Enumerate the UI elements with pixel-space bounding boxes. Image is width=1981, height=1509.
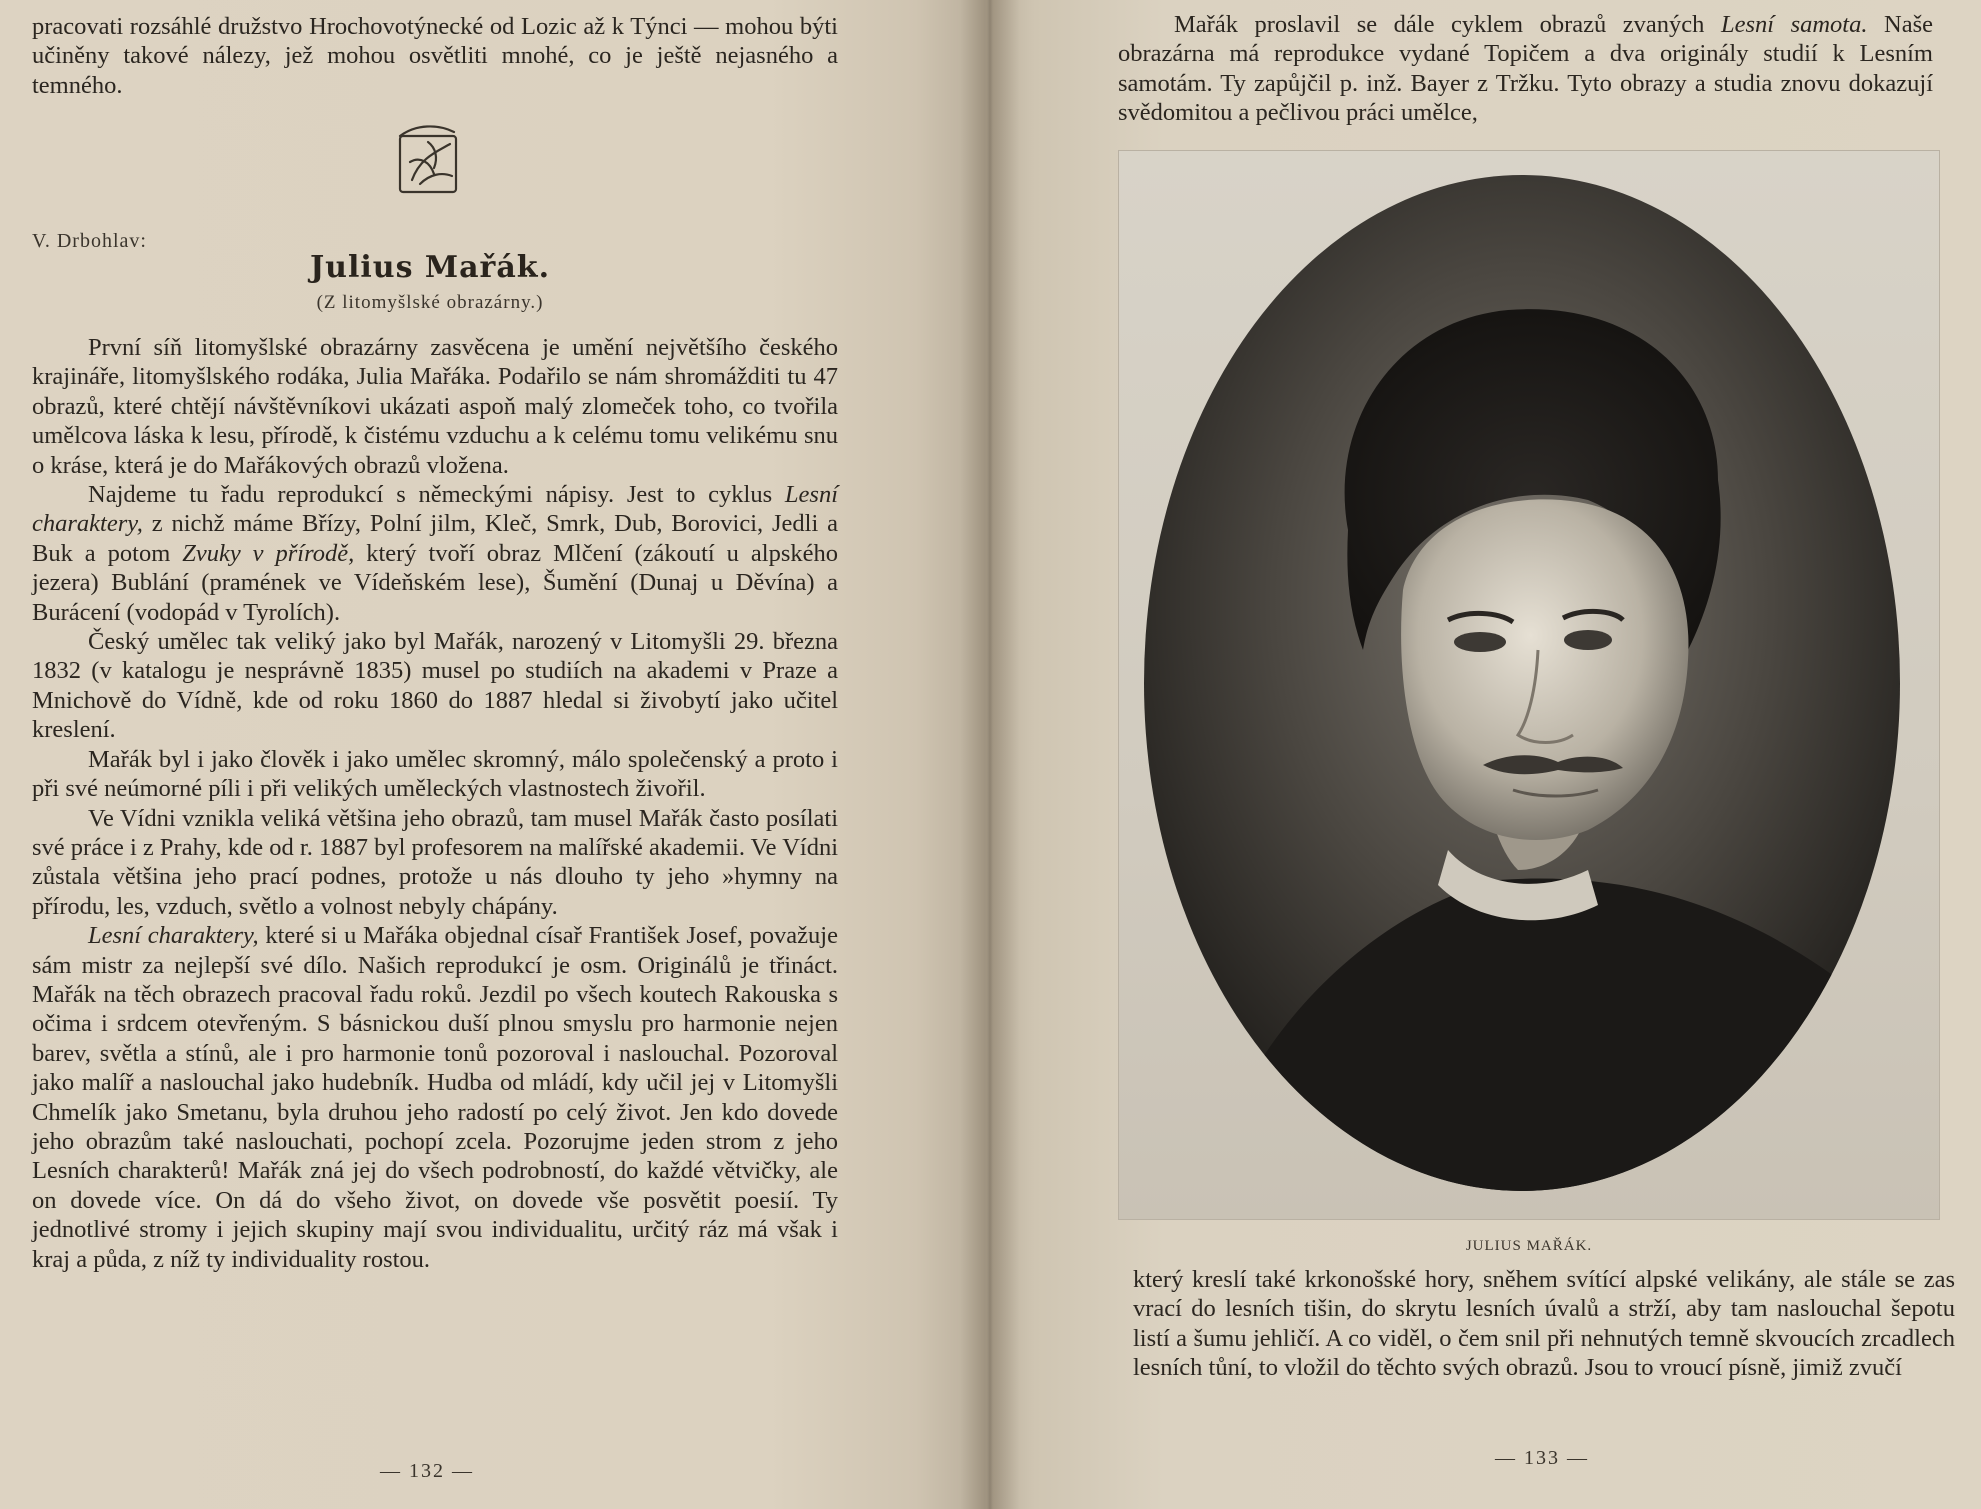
portrait-plate: [1118, 150, 1940, 1220]
paragraph-2: [32, 480, 838, 627]
italic-title-zvuky-v-prirode: Zvuky v přírodě,: [182, 539, 355, 567]
paragraph-2-part-a: Najdeme tu řadu reprodukcí s německými nápisy. Jest to cyklus: [88, 481, 785, 509]
right-bottom-paragraph-text: který kreslí také krkonošské hory, sněhem svítící alpské velikány, ale stále se zas vrací do lesních tišin, do skrytu lesních úvalů a strží, aby tam naslouchal šepotu listí a šumu jehličí. A co viděl, o čem snil při nehnutých temně skvoucích zrcadlech lesních tůní, to vložil do těchto svých obrazů. Jsou to vroucí písně, jimiž zvučí: [1133, 1266, 1955, 1382]
paragraph-4: Mařák byl i jako člověk i jako umělec skromný, málo společenský a proto i při své neúmorné píli i při velikých uměleckých vlastnostech živořil.: [32, 745, 838, 803]
paragraph-6-rest: které si u Mařáka objednal císař František Josef, považuje sám mistr za nejlepší své dílo. Našich reprodukcí je osm. Originálů je třináct. Mařák na těch obrazech pracoval řadu roků. Jezdil po všech koutech Rakouska s očima i srdcem otevřeným. S básnickou duší plnou smyslu pro harmonie nejen barev, světla a stínů, ale i pro harmonie tonů pozoroval i naslouchal. Pozoroval jako malíř a naslouchal jako hudebník. Hudba od mládí, kdy učil jej v Litomyšli Chmelík jako Smetanu, byla druhou jeho radostí po celý život. Jen kdo dovede jeho obrazům také naslouchati, pochopí zcela. Pozorujme jeden strom z jeho Lesních charakterů! Mařák zná jej do všech podrobností, do každé větvičky, ale on dovede více. On dá do všeho život, on dovede vše posvětit poesií. Ty jednotlivé stromy i jejich skupiny mají svou individualitu, určitý ráz má však i kraj a půda, z níž ty individuality rostou.: [32, 922, 838, 1273]
right-top-part-b: Naše obrazárna má reprodukce vydané Topičem a dva originály studií k Lesním samotám. Ty zapůjčil p. inž. Bayer z Tržku. Tyto obrazy a studia znovu dokazují svědomitou a pečlivou práci umělce,: [1118, 11, 1933, 127]
author-name: V. Drbohlav:: [32, 230, 147, 252]
left-top-paragraph: [32, 12, 838, 100]
paragraph-5: Ve Vídni vznikla veliká většina jeho obrazů, tam musel Mařák často posílati své práce i z Prahy, kde od r. 1887 byl profesorem na malířské akademii. Ve Vídni zůstala většina jeho prací podnes, protože u nás dlouho ty jeho »hymny na přírodu, les, vzduch, světlo a volnost nebyly chápány.: [32, 804, 838, 920]
italic-title-lesni-charaktery-2: Lesní charaktery,: [88, 922, 259, 950]
italic-title-lesni-charaktery: Lesní charaktery,: [32, 481, 838, 538]
article-body: [32, 333, 838, 1274]
article-subtitle: (Z litomyšlské obrazárny.): [316, 292, 544, 313]
article-title: Julius Mařák.: [309, 250, 551, 285]
paragraph-6: [32, 921, 838, 1274]
left-page: [0, 0, 985, 1509]
right-top-paragraph-text: [1118, 10, 1933, 128]
right-bottom-paragraph: [1133, 1265, 1955, 1383]
paragraph-2-part-b: z nichž máme Břízy, Polní jilm, Kleč, Smrk, Dub, Borovici, Jedli a Buk a potom: [32, 510, 838, 567]
paragraph-3: Český umělec tak veliký jako byl Mařák, narozený v Litomyšli 29. března 1832 (v katalogu je nesprávně 1835) musel po studiích na akademi v Praze a Mnichově do Vídně, kde od roku 1860 do 1887 hledal si živobytí jako učitel kreslení.: [32, 628, 838, 744]
portrait-caption: JULIUS MAŘÁK.: [1465, 1238, 1593, 1254]
paragraph-2-part-c: který tvoří obraz Mlčení (zákoutí u alpského jezera) Bublání (pramének ve Vídeňském lese), Šumění (Dunaj u Děvína) a Burácení (vodopád v Tyrolích).: [32, 539, 838, 626]
paragraph-1: První síň litomyšlské obrazárny zasvěcena je umění největšího českého krajináře, litomyšlského rodáka, Julia Mařáka. Podařilo se nám shromážditi tu 47 obrazů, které chtějí návštěvníkovi ukázati aspoň malý zlomeček toho, co tvořila umělcova láska k lesu, přírodě, k čistému vzduchu a k celému tomu velikému snu o kráse, která je do Mařákových obrazů vložena.: [32, 334, 838, 479]
left-top-paragraph-text: pracovati rozsáhlé družstvo Hrochovotýnecké od Lozic až k Týnci — mohou býti učiněny takové nálezy, jež mohou osvětliti mnohé, co je ještě nejasného a temného.: [32, 13, 838, 99]
page-number-right: — 133 —: [1495, 1447, 1589, 1469]
portrait-image: [1118, 150, 1940, 1220]
page-number-left: — 132 —: [380, 1460, 474, 1482]
art-nouveau-ornament-icon: [390, 122, 466, 198]
right-top-paragraph: [1118, 10, 1933, 128]
italic-title-lesni-samota: Lesní samota.: [1720, 11, 1868, 38]
right-top-part-a: Mařák proslavil se dále cyklem obrazů zvaných: [1174, 11, 1721, 38]
